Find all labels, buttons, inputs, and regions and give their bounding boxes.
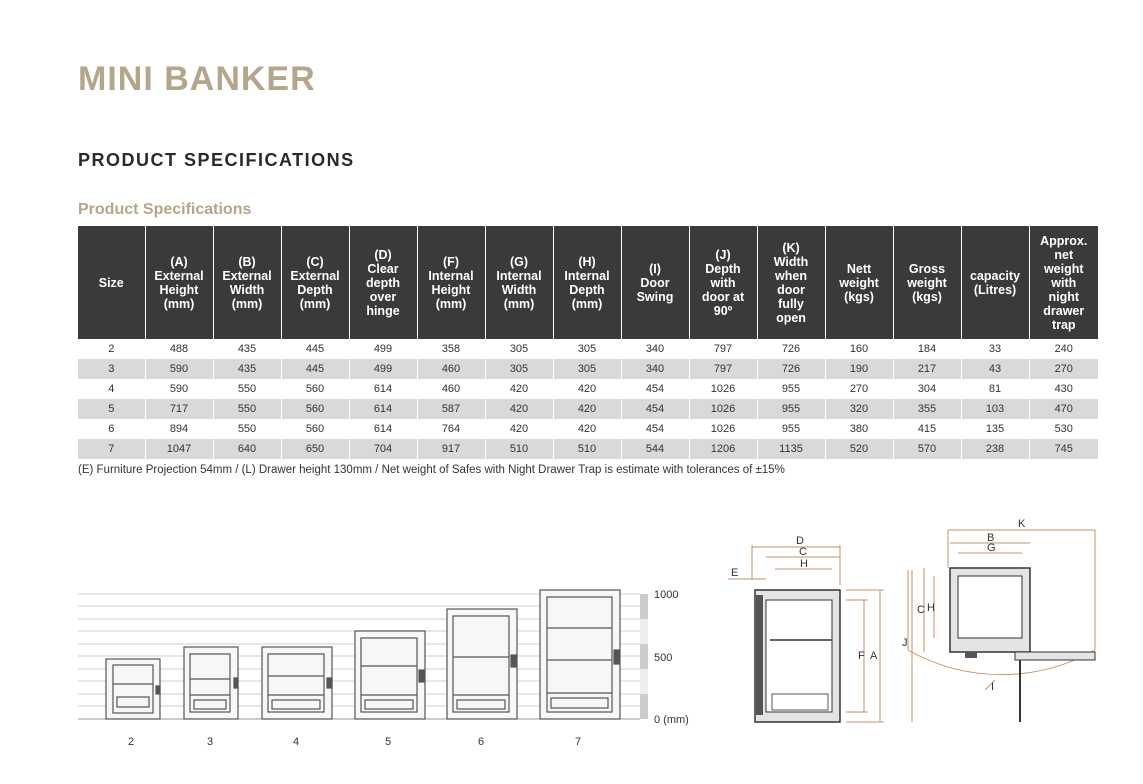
- column-header: Approx. net weight with night drawer trap: [1029, 226, 1098, 339]
- scale-label-1000: 1000: [654, 589, 679, 601]
- table-cell: 955: [757, 399, 825, 419]
- table-cell: 435: [213, 339, 281, 359]
- side-section-drawing: [728, 535, 884, 722]
- table-cell: 550: [213, 399, 281, 419]
- column-header: (G) Internal Width (mm): [485, 226, 553, 339]
- table-cell: 520: [825, 439, 893, 459]
- column-header: (D) Clear depth over hinge: [349, 226, 417, 339]
- table-cell: 420: [553, 379, 621, 399]
- size-label-6: 6: [478, 736, 485, 748]
- table-cell: 135: [961, 419, 1029, 439]
- column-header: Nett weight (kgs): [825, 226, 893, 339]
- table-cell: 305: [485, 359, 553, 379]
- table-cell: 726: [757, 359, 825, 379]
- table-cell: 704: [349, 439, 417, 459]
- table-cell: 544: [621, 439, 689, 459]
- table-cell: 355: [893, 399, 961, 419]
- table-cell: 1206: [689, 439, 757, 459]
- top-plan-drawing: [902, 518, 1095, 722]
- table-cell: 454: [621, 379, 689, 399]
- table-cell: 590: [145, 359, 213, 379]
- size-label-7: 7: [575, 736, 582, 748]
- safe-size-7: [540, 590, 620, 719]
- column-header: (C) External Depth (mm): [281, 226, 349, 339]
- label-i: I: [991, 681, 995, 693]
- table-cell: 190: [825, 359, 893, 379]
- table-cell: 1047: [145, 439, 213, 459]
- table-cell: 420: [485, 379, 553, 399]
- table-cell: 217: [893, 359, 961, 379]
- size-label-5: 5: [385, 736, 392, 748]
- table-cell: 917: [417, 439, 485, 459]
- table-cell: 1135: [757, 439, 825, 459]
- table-cell: 550: [213, 419, 281, 439]
- table-cell: 560: [281, 419, 349, 439]
- table-cell: 797: [689, 339, 757, 359]
- safe-size-2: [106, 659, 160, 719]
- table-cell: 160: [825, 339, 893, 359]
- table-footnote: (E) Furniture Projection 54mm / (L) Drawer height 130mm / Net weight of Safes with Night Drawer Trap is estimate with tolerances of ±15%: [78, 464, 785, 476]
- table-cell: 340: [621, 359, 689, 379]
- table-cell: 435: [213, 359, 281, 379]
- table-cell: 460: [417, 379, 485, 399]
- table-cell: 43: [961, 359, 1029, 379]
- table-cell: 590: [145, 379, 213, 399]
- table-cell: 415: [893, 419, 961, 439]
- table-cell: 570: [893, 439, 961, 459]
- table-cell: 103: [961, 399, 1029, 419]
- column-header: (B) External Width (mm): [213, 226, 281, 339]
- label-j: J: [902, 637, 908, 649]
- table-cell: 7: [78, 439, 145, 459]
- table-cell: 587: [417, 399, 485, 419]
- label-a: A: [870, 650, 878, 662]
- table-cell: 454: [621, 419, 689, 439]
- table-cell: 510: [485, 439, 553, 459]
- table-cell: 1026: [689, 379, 757, 399]
- safe-size-5: [355, 631, 425, 719]
- table-cell: 320: [825, 399, 893, 419]
- table-cell: 614: [349, 419, 417, 439]
- table-cell: 380: [825, 419, 893, 439]
- table-cell: 454: [621, 399, 689, 419]
- label-f: F: [858, 650, 865, 662]
- table-cell: 650: [281, 439, 349, 459]
- table-cell: 33: [961, 339, 1029, 359]
- table-caption: Product Specifications: [78, 201, 252, 218]
- column-header: (F) Internal Height (mm): [417, 226, 485, 339]
- size-label-4: 4: [293, 736, 300, 748]
- table-cell: 640: [213, 439, 281, 459]
- table-cell: 420: [553, 419, 621, 439]
- table-cell: 764: [417, 419, 485, 439]
- table-cell: 470: [1029, 399, 1098, 419]
- brand-title: MINI BANKER: [78, 60, 316, 98]
- table-cell: 270: [825, 379, 893, 399]
- label-h: H: [800, 558, 808, 570]
- table-cell: 184: [893, 339, 961, 359]
- table-cell: 3: [78, 359, 145, 379]
- table-cell: 499: [349, 359, 417, 379]
- table-cell: 955: [757, 379, 825, 399]
- safe-size-6: [447, 609, 517, 719]
- label-c: C: [799, 546, 807, 558]
- label-e: E: [731, 567, 739, 579]
- table-cell: 4: [78, 379, 145, 399]
- label-d: D: [796, 535, 804, 547]
- section-title: PRODUCT SPECIFICATIONS: [78, 150, 355, 170]
- column-header: (H) Internal Depth (mm): [553, 226, 621, 339]
- table-cell: 460: [417, 359, 485, 379]
- label-h-plan: H: [927, 602, 935, 614]
- table-cell: 420: [485, 399, 553, 419]
- table-cell: 797: [689, 359, 757, 379]
- column-header: (I) Door Swing: [621, 226, 689, 339]
- table-cell: 6: [78, 419, 145, 439]
- column-header: (K) Width when door fully open: [757, 226, 825, 339]
- table-cell: 2: [78, 339, 145, 359]
- table-cell: 445: [281, 359, 349, 379]
- table-cell: 614: [349, 379, 417, 399]
- table-cell: 240: [1054, 343, 1073, 355]
- table-cell: 304: [893, 379, 961, 399]
- table-cell: 745: [1029, 439, 1098, 459]
- scale-label-0: 0 (mm): [654, 714, 689, 726]
- table-cell: 81: [961, 379, 1029, 399]
- label-c-plan: C: [917, 604, 925, 616]
- table-cell: 955: [757, 419, 825, 439]
- table-cell: 1026: [689, 399, 757, 419]
- table-cell: 530: [1054, 423, 1073, 435]
- table-cell: 270: [1029, 359, 1098, 379]
- table-cell: 560: [281, 379, 349, 399]
- table-cell: 510: [553, 439, 621, 459]
- table-cell: 726: [757, 339, 825, 359]
- table-cell: 560: [281, 399, 349, 419]
- table-cell: 420: [485, 419, 553, 439]
- table-cell: 894: [145, 419, 213, 439]
- table-cell: 499: [349, 339, 417, 359]
- scale-bar: [640, 594, 648, 719]
- table-cell: 340: [621, 339, 689, 359]
- column-header: Gross weight (kgs): [893, 226, 961, 339]
- table-cell: 358: [417, 339, 485, 359]
- table-cell: 614: [349, 399, 417, 419]
- column-header: Size: [78, 226, 145, 339]
- column-header: capacity (Litres): [961, 226, 1029, 339]
- table-cell: 238: [961, 439, 1029, 459]
- table-cell: 305: [485, 339, 553, 359]
- label-g: G: [987, 542, 996, 554]
- table-cell: 5: [78, 399, 145, 419]
- table-cell: 717: [145, 399, 213, 419]
- size-label-2: 2: [128, 736, 135, 748]
- size-label-3: 3: [207, 736, 214, 748]
- table-cell: 550: [213, 379, 281, 399]
- column-header: (A) External Height (mm): [145, 226, 213, 339]
- table-cell: 1026: [689, 419, 757, 439]
- table-cell: 445: [281, 339, 349, 359]
- safe-size-3: [184, 647, 238, 719]
- table-cell: 430: [1054, 383, 1073, 395]
- table-cell: 420: [553, 399, 621, 419]
- table-cell: 305: [553, 359, 621, 379]
- safe-size-4: [262, 647, 332, 719]
- table-cell: 488: [145, 339, 213, 359]
- column-header: (J) Depth with door at 90º: [689, 226, 757, 339]
- scale-label-500: 500: [654, 652, 673, 664]
- label-b: B: [987, 532, 995, 544]
- table-cell: 305: [553, 339, 621, 359]
- label-k: K: [1018, 518, 1026, 530]
